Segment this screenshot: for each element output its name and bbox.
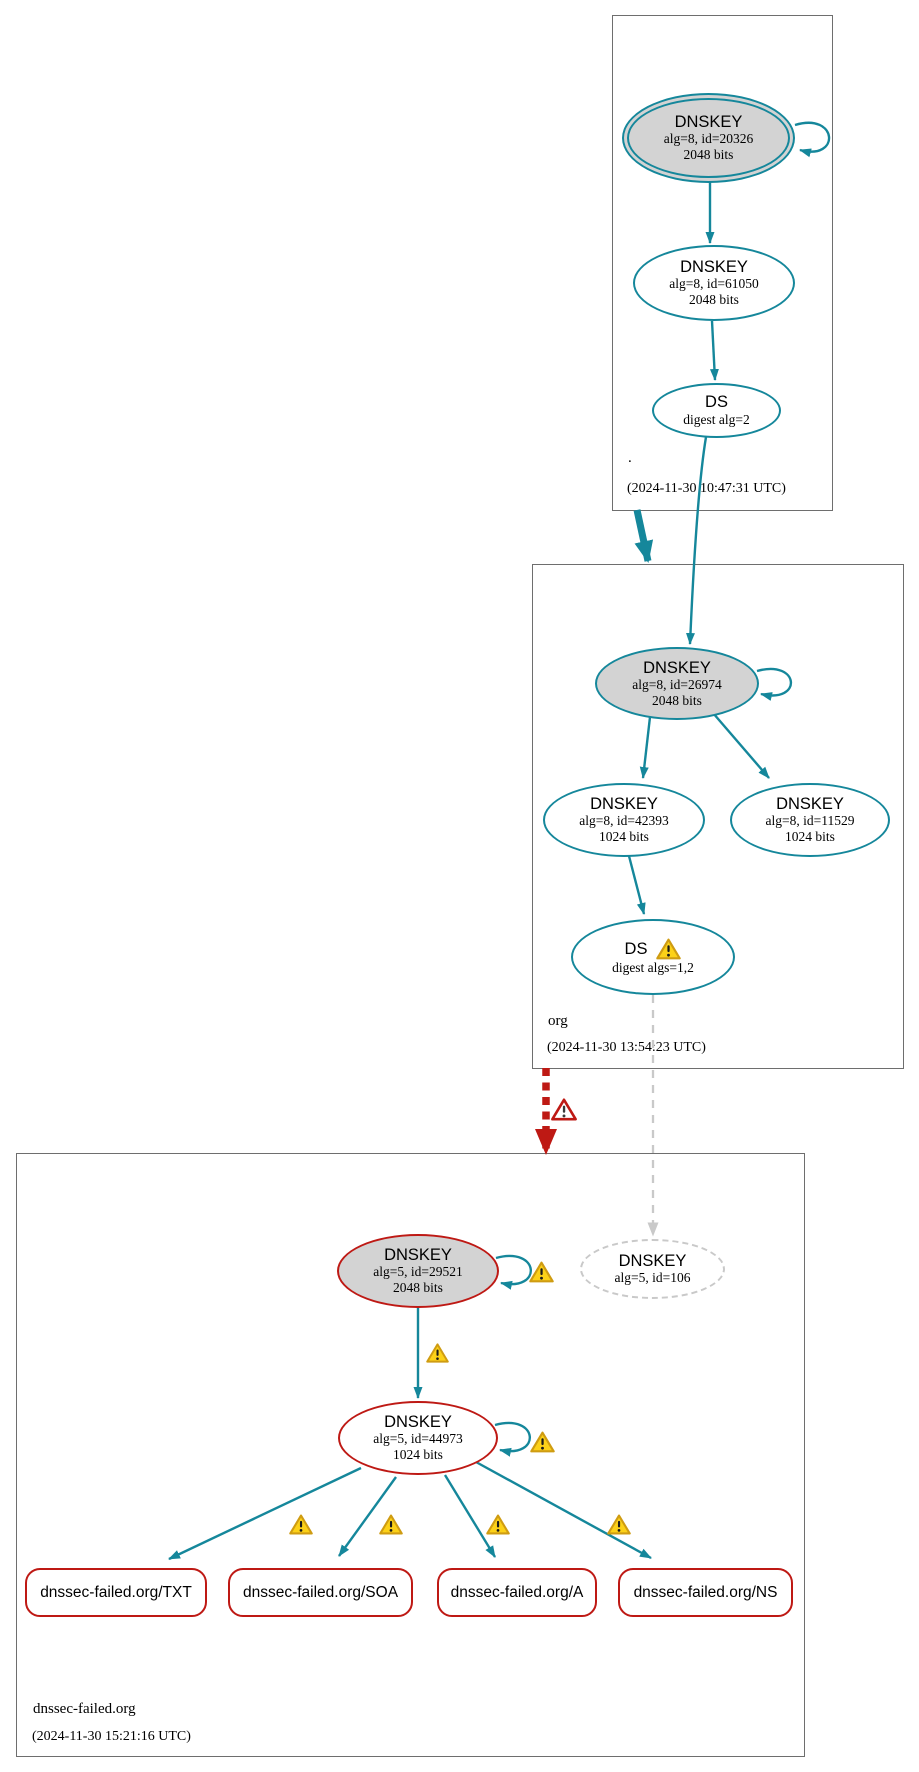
warning-icon: [379, 1514, 403, 1535]
dnskey-node-org-ksk: [595, 647, 759, 720]
dnskey-node-org-zsk2: [730, 783, 890, 857]
ds-node-org: [571, 919, 735, 995]
node-detail: alg=8, id=20326: [663, 131, 754, 147]
node-bits: 1024 bits: [785, 829, 835, 845]
node-title: DS: [624, 939, 648, 958]
node-title: DNSKEY: [618, 1251, 687, 1270]
node-bits: 1024 bits: [393, 1447, 443, 1463]
zone-timestamp-dnssec-failed: (2024-11-30 15:21:16 UTC): [32, 1729, 191, 1744]
node-title: DNSKEY: [590, 795, 658, 813]
zone-timestamp-root: (2024-11-30 10:47:31 UTC): [627, 481, 786, 496]
node-title: DNSKEY: [776, 795, 844, 813]
zone-label-org: org: [548, 1013, 568, 1029]
node-detail: digest alg=2: [683, 411, 750, 427]
node-title: DS: [705, 393, 728, 412]
warning-icon: [656, 938, 681, 960]
node-detail: alg=5, id=44973: [373, 1431, 463, 1447]
node-bits: 2048 bits: [683, 147, 734, 163]
node-title: DNSKEY: [643, 658, 711, 677]
node-title: DNSKEY: [384, 1413, 452, 1431]
node-bits: 1024 bits: [599, 829, 649, 845]
dnskey-node-root-ksk: [622, 93, 795, 183]
rrset-node-a: dnssec-failed.org/A: [437, 1568, 597, 1617]
ds-node-root: [652, 383, 781, 438]
dnskey-node-root-zsk: [633, 245, 795, 321]
node-detail: alg=8, id=11529: [765, 813, 855, 829]
node-detail: alg=5, id=106: [614, 1270, 691, 1286]
node-title: DNSKEY: [680, 258, 748, 276]
warning-icon: [529, 1261, 554, 1283]
node-detail: digest algs=1,2: [612, 960, 694, 976]
error-icon: [551, 1098, 577, 1121]
warning-icon: [486, 1514, 510, 1535]
node-bits: 2048 bits: [652, 692, 702, 708]
zone-label-root: .: [628, 450, 632, 466]
warning-icon: [426, 1343, 449, 1363]
warning-icon: [607, 1514, 631, 1535]
node-detail: alg=8, id=42393: [579, 813, 669, 829]
node-bits: 2048 bits: [689, 292, 739, 308]
zone-timestamp-org: (2024-11-30 13:54:23 UTC): [547, 1040, 706, 1055]
edge-root-to-org-delegation: [637, 510, 648, 561]
node-title: DNSKEY: [674, 113, 743, 131]
node-title: DNSKEY: [384, 1246, 452, 1264]
rrset-node-ns: dnssec-failed.org/NS: [618, 1568, 793, 1617]
node-detail: alg=8, id=26974: [632, 676, 722, 692]
zone-label-dnssec-failed: dnssec-failed.org: [33, 1701, 136, 1717]
node-detail: alg=5, id=29521: [373, 1264, 463, 1280]
dnskey-node-org-zsk1: [543, 783, 705, 857]
dnskey-node-df-ksk: [337, 1234, 499, 1308]
dnskey-node-df-zsk: [338, 1401, 498, 1475]
rrset-node-soa: dnssec-failed.org/SOA: [228, 1568, 413, 1617]
warning-icon: [530, 1431, 555, 1453]
node-detail: alg=8, id=61050: [669, 276, 759, 292]
rrset-node-txt: dnssec-failed.org/TXT: [25, 1568, 207, 1617]
warning-icon: [289, 1514, 313, 1535]
node-bits: 2048 bits: [393, 1280, 443, 1296]
dnskey-node-df-unknown: [580, 1239, 725, 1299]
